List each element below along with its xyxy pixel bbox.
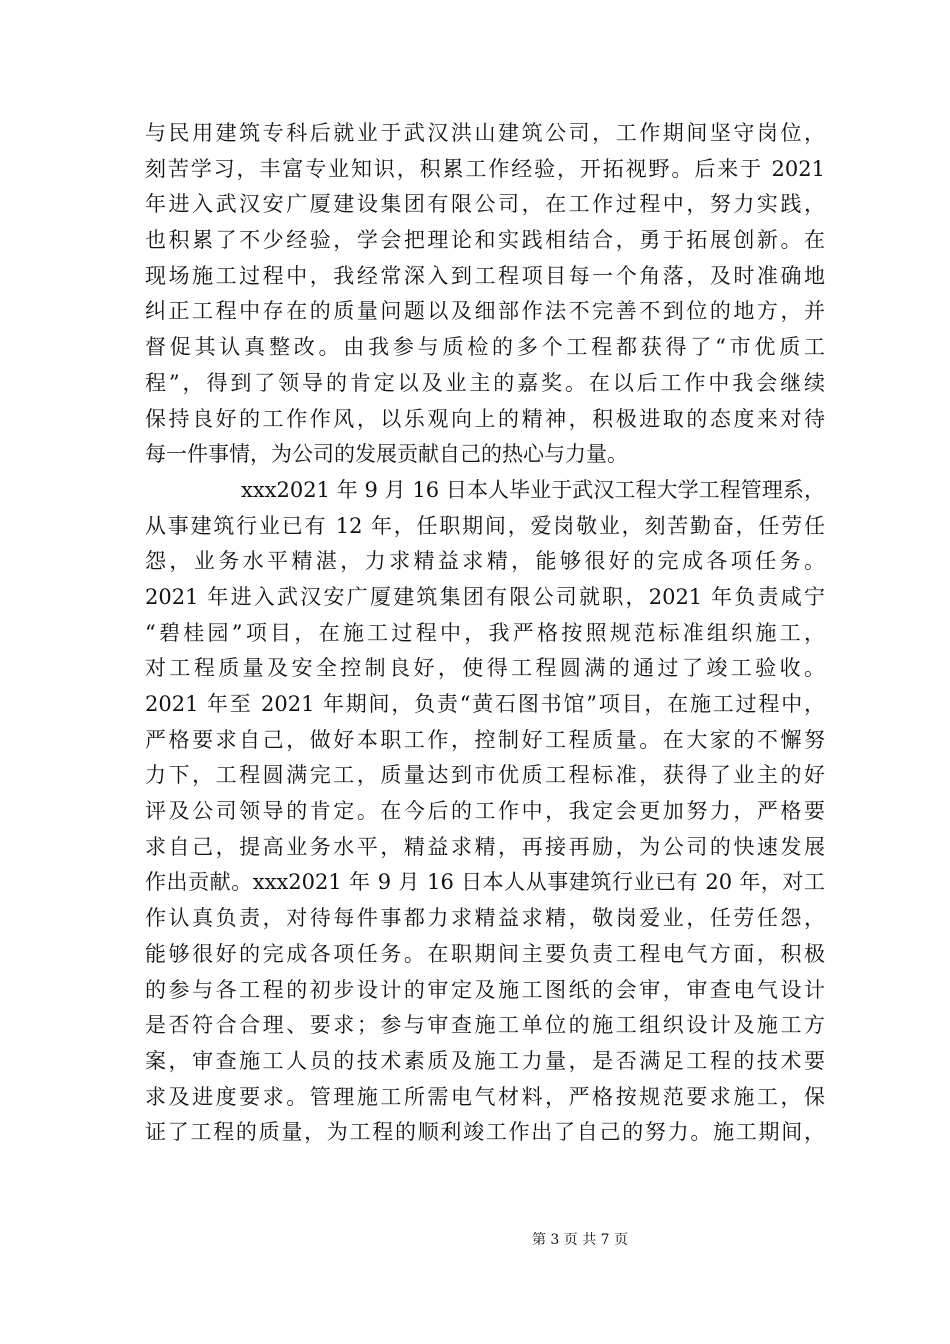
text-line: 年进入武汉安广厦建设集团有限公司，在工作过程中，努力实践， <box>145 192 825 217</box>
text-line: 从事建筑行业已有 12 年，任职期间，爱岗敬业，刻苦勤奋，任劳任 <box>145 513 825 538</box>
text-line: 程”，得到了领导的肯定以及业主的嘉奖。在以后工作中我会继续 <box>145 370 825 395</box>
text-line: 作认真负责，对待每件事都力求精益求精，敬岗爱业，任劳任怨， <box>145 906 825 931</box>
text-line: 刻苦学习，丰富专业知识，积累工作经验，开拓视野。后来于 2021 <box>145 156 825 181</box>
text-line: 也积累了不少经验，学会把理论和实践相结合，勇于拓展创新。在 <box>145 228 825 253</box>
text-line: 督促其认真整改。由我参与质检的多个工程都获得了“市优质工 <box>145 335 825 360</box>
text-line: 2021 年进入武汉安广厦建筑集团有限公司就职，2021 年负责咸宁 <box>145 584 825 609</box>
text-line: xxx2021 年 9 月 16 日本人毕业于武汉工程大学工程管理系， <box>241 477 825 502</box>
text-line: 怨，业务水平精湛，力求精益求精，能够很好的完成各项任务。 <box>145 549 825 574</box>
text-line: 证了工程的质量，为工程的顺利竣工作出了自己的努力。施工期间， <box>145 1120 825 1145</box>
text-line: 作出贡献。xxx2021 年 9 月 16 日本人从事建筑行业已有 20 年，对工 <box>145 870 825 895</box>
text-line: 保持良好的工作作风，以乐观向上的精神，积极进取的态度来对待 <box>145 406 825 431</box>
text-line: 评及公司领导的肯定。在今后的工作中，我定会更加努力，严格要 <box>145 799 825 824</box>
text-line: 现场施工过程中，我经常深入到工程项目每一个角落，及时准确地 <box>145 263 825 288</box>
page-footer <box>0 1231 950 1249</box>
body-text <box>145 116 825 1151</box>
text-line: 2021 年至 2021 年期间，负责“黄石图书馆”项目，在施工过程中， <box>145 692 825 716</box>
text-line: 能够很好的完成各项任务。在职期间主要负责工程电气方面，积极 <box>145 941 825 966</box>
text-line: 求自己，提高业务水平，精益求精，再接再励，为公司的快速发展 <box>145 834 825 859</box>
text-line: 力下，工程圆满完工，质量达到市优质工程标准，获得了业主的好 <box>145 763 825 788</box>
text-line: 求及进度要求。管理施工所需电气材料，严格按规范要求施工，保 <box>145 1084 825 1109</box>
text-line: 严格要求自己，做好本职工作，控制好工程质量。在大家的不懈努 <box>145 727 825 752</box>
text-line: 是否符合合理、要求；参与审查施工单位的施工组织设计及施工方 <box>145 1013 825 1038</box>
text-line: 与民用建筑专科后就业于武汉洪山建筑公司，工作期间坚守岗位， <box>145 121 825 145</box>
text-line: 案，审查施工人员的技术素质及施工力量，是否满足工程的技术要 <box>145 1048 825 1073</box>
page-number: 第 3 页 共 7 页 <box>531 1232 629 1248</box>
text-line: 每一件事情，为公司的发展贡献自己的热心与力量。 <box>145 442 628 467</box>
text-line: 纠正工程中存在的质量问题以及细部作法不完善不到位的地方，并 <box>145 299 825 324</box>
text-line: 对工程质量及安全控制良好，使得工程圆满的通过了竣工验收。 <box>145 656 825 681</box>
text-line: “碧桂园”项目，在施工过程中，我严格按照规范标准组织施工， <box>145 620 825 645</box>
text-line: 的参与各工程的初步设计的审定及施工图纸的会审，审查电气设计 <box>145 977 825 1002</box>
